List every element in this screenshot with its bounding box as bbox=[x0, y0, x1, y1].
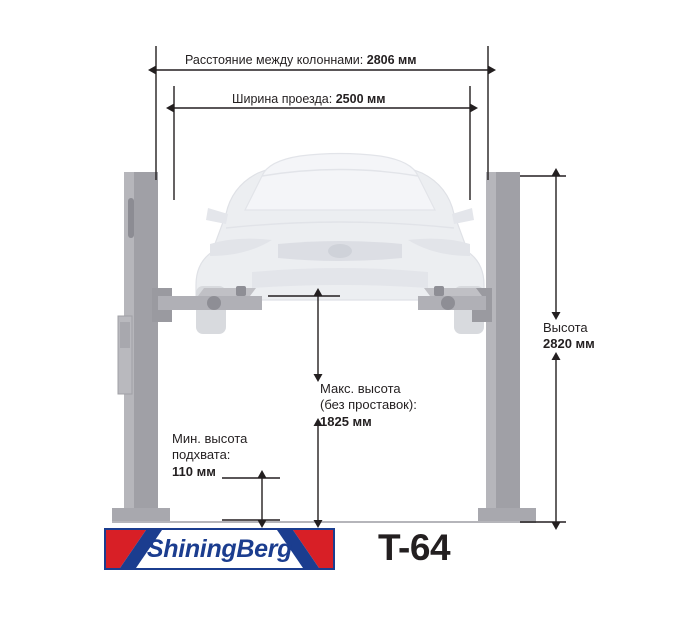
brand-name: ShiningBerg bbox=[146, 534, 293, 563]
dim-label-min-pickup-height bbox=[172, 431, 247, 480]
dim-text-minheight-2: подхвата: bbox=[172, 447, 231, 463]
dim-label-max-lifting-height bbox=[320, 381, 417, 430]
dim-label-distance-between-columns bbox=[185, 53, 417, 69]
brand-logo bbox=[104, 528, 335, 570]
dim-value-columns: 2806 мм bbox=[366, 53, 417, 67]
dim-text-height: Высота bbox=[543, 320, 588, 335]
dim-label-overall-height bbox=[543, 320, 595, 353]
dim-text-maxheight-2: (без проставок): bbox=[320, 397, 417, 413]
dim-text-minheight-1: Мин. высота bbox=[172, 431, 248, 446]
dim-value-minheight: 110 мм bbox=[172, 463, 216, 479]
dim-label-drive-through-width bbox=[232, 92, 386, 108]
dim-value-height: 2820 мм bbox=[543, 336, 595, 352]
dim-text-maxheight-1: Макс. высота bbox=[320, 381, 401, 396]
dim-text-columns: Расстояние между колоннами: bbox=[185, 53, 364, 67]
model-title: T-64 bbox=[378, 527, 451, 568]
dim-value-passage: 2500 мм bbox=[335, 92, 386, 106]
dim-value-maxheight: 1825 мм bbox=[320, 413, 372, 429]
dim-text-passage: Ширина проезда: bbox=[232, 92, 333, 106]
